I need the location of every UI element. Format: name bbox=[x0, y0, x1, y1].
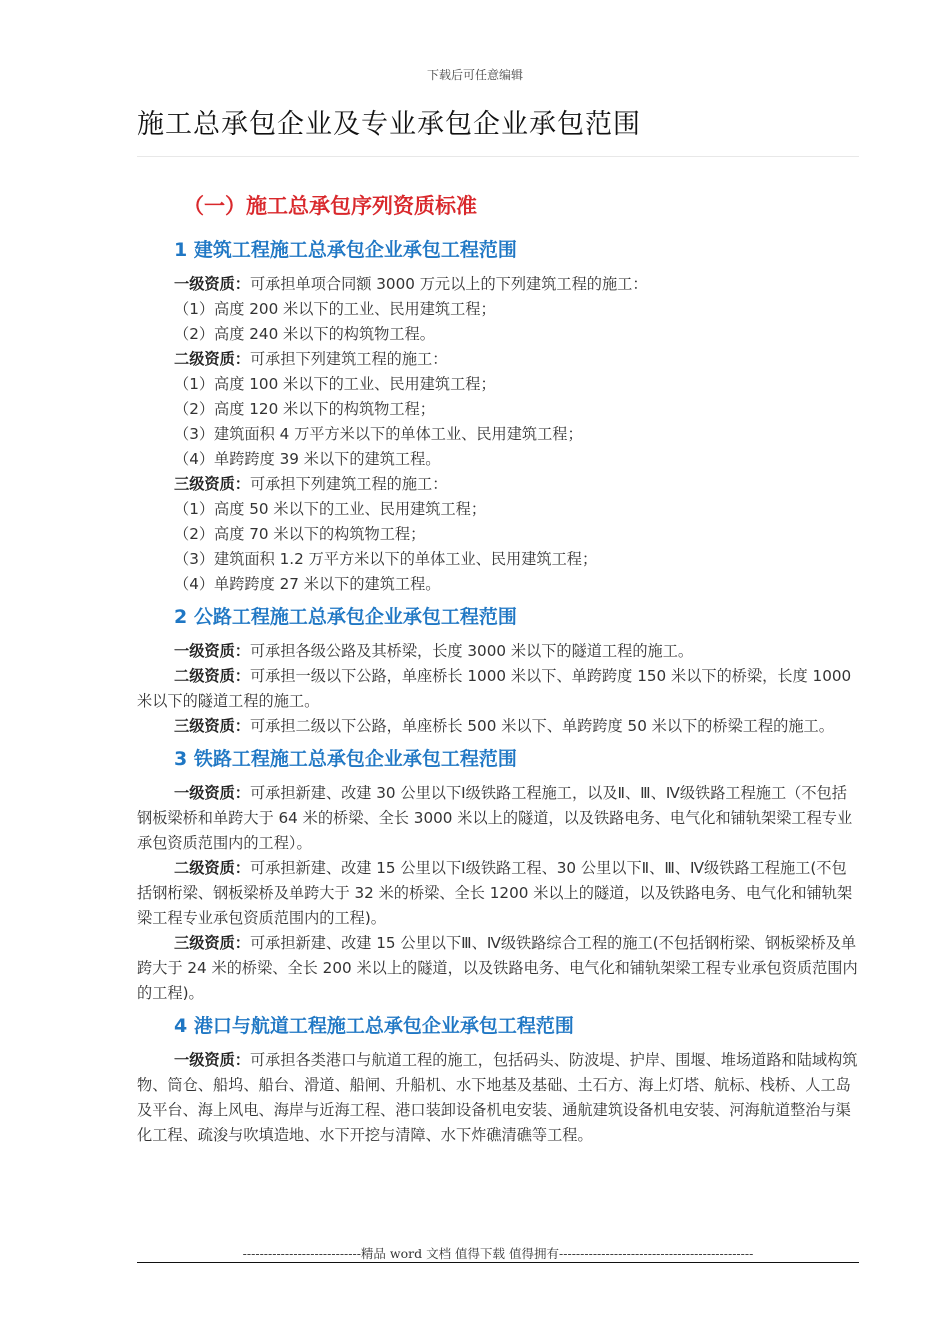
list-item: （1）高度 50 米以下的工业、民用建筑工程； bbox=[174, 500, 487, 518]
qualification-label: 一级资质： bbox=[174, 1051, 250, 1069]
qualification-label: 三级资质： bbox=[174, 475, 250, 493]
qualification-text: 可承担各级公路及其桥梁，长度 3000 米以下的隧道工程的施工。 bbox=[249, 642, 694, 660]
title-divider bbox=[137, 156, 859, 157]
qualification-text: 可承担各类港口与航道工程的施工，包括码头、防波堤、护岸、围堰、堆场道路和陆域构筑物、筒仓、船坞、船台、滑道、船闸、升船机、水下地基及基础、土石方、海上灯塔、航标、栈桥、人工岛及平台、海上风电、海岸与近海工程、港口装卸设备机电安装、通航建筑设备机电安装、河海航道整治与渠化工程、疏浚与吹填造地、水下开挖与清障、水下炸礁清礁等工程。 bbox=[137, 1051, 858, 1144]
section-2 bbox=[137, 603, 859, 739]
section-heading: 2 公路工程施工总承包企业承包工程范围 bbox=[174, 606, 517, 628]
list-item: （2）高度 120 米以下的构筑物工程； bbox=[174, 400, 435, 418]
section-heading: 3 铁路工程施工总承包企业承包工程范围 bbox=[174, 748, 517, 770]
qualification-text: 可承担下列建筑工程的施工： bbox=[249, 350, 448, 368]
list-item: （3）建筑面积 4 万平方米以下的单体工业、民用建筑工程； bbox=[174, 425, 583, 443]
qualification-paragraph bbox=[137, 272, 859, 297]
page-footer: ----------------------------精品 word 文档 值得下载 值得拥有---------------------------------------------- bbox=[242, 1246, 754, 1261]
qualification-paragraph bbox=[137, 781, 859, 856]
qualification-text: 可承担新建、改建 15 公里以下Ⅲ、Ⅳ级铁路综合工程的施工(不包括钢桁梁、钢板梁桥及单跨大于 24 米的桥梁、全长 200 米以上的隧道，以及铁路电务、电气化和铺轨架梁工程专业承包资质范围内的工程)。 bbox=[137, 934, 858, 1002]
footer-divider bbox=[137, 1262, 859, 1263]
qualification-paragraph bbox=[137, 472, 859, 497]
qualification-text: 可承担一级以下公路，单座桥长 1000 米以下、单跨跨度 150 米以下的桥梁，长度 1000 米以下的隧道工程的施工。 bbox=[137, 667, 852, 710]
qualification-paragraph bbox=[137, 639, 859, 664]
document-body bbox=[137, 190, 859, 1154]
qualification-label: 一级资质： bbox=[174, 275, 250, 293]
section-3 bbox=[137, 745, 859, 1006]
qualification-label: 二级资质： bbox=[174, 859, 250, 877]
qualification-text: 可承担新建、改建 15 公里以下Ⅰ级铁路工程、30 公里以下Ⅱ、Ⅲ、Ⅳ级铁路工程施工(不包括钢桁梁、钢板梁桥及单跨大于 32 米的桥梁、全长 1200 米以上的隧道，以及铁路电务、电气化和铺轨架梁工程专业承包资质范围内的工程)。 bbox=[137, 859, 853, 927]
qualification-paragraph bbox=[137, 664, 859, 714]
list-item: （4）单跨跨度 39 米以下的建筑工程。 bbox=[174, 450, 441, 468]
list-item: （1）高度 100 米以下的工业、民用建筑工程； bbox=[174, 375, 496, 393]
qualification-text: 可承担单项合同额 3000 万元以上的下列建筑工程的施工： bbox=[249, 275, 648, 293]
section-1 bbox=[137, 236, 859, 597]
qualification-label: 一级资质： bbox=[174, 642, 250, 660]
qualification-paragraph bbox=[137, 714, 859, 739]
list-item: （1）高度 200 米以下的工业、民用建筑工程； bbox=[174, 300, 496, 318]
qualification-paragraph bbox=[137, 856, 859, 931]
list-item: （2）高度 240 米以下的构筑物工程。 bbox=[174, 325, 435, 343]
list-item: （2）高度 70 米以下的构筑物工程； bbox=[174, 525, 426, 543]
list-item: （3）建筑面积 1.2 万平方米以下的单体工业、民用建筑工程； bbox=[174, 550, 598, 568]
qualification-label: 一级资质： bbox=[174, 784, 250, 802]
qualification-label: 二级资质： bbox=[174, 667, 250, 685]
part-heading: （一）施工总承包序列资质标准 bbox=[183, 194, 477, 218]
qualification-paragraph bbox=[137, 931, 859, 1006]
qualification-text: 可承担二级以下公路，单座桥长 500 米以下、单跨跨度 50 米以下的桥梁工程的施工。 bbox=[249, 717, 834, 735]
section-heading: 1 建筑工程施工总承包企业承包工程范围 bbox=[174, 239, 517, 261]
section-heading: 4 港口与航道工程施工总承包企业承包工程范围 bbox=[174, 1015, 574, 1037]
qualification-text: 可承担下列建筑工程的施工： bbox=[249, 475, 448, 493]
qualification-text: 可承担新建、改建 30 公里以下Ⅰ级铁路工程施工，以及Ⅱ、Ⅲ、Ⅳ级铁路工程施工（不包括钢板梁桥和单跨大于 64 米的桥梁、全长 3000 米以上的隧道，以及铁路电务、电气化和铺轨架梁工程专业承包资质范围内的工程）。 bbox=[137, 784, 853, 852]
document-title: 施工总承包企业及专业承包企业承包范围 bbox=[137, 109, 641, 140]
page-header: 下载后可任意编辑 bbox=[426, 68, 523, 82]
qualification-label: 二级资质： bbox=[174, 350, 250, 368]
list-item: （4）单跨跨度 27 米以下的建筑工程。 bbox=[174, 575, 441, 593]
section-4 bbox=[137, 1012, 859, 1148]
sections-container bbox=[137, 236, 859, 1148]
qualification-label: 三级资质： bbox=[174, 717, 250, 735]
qualification-label: 三级资质： bbox=[174, 934, 250, 952]
qualification-paragraph bbox=[137, 347, 859, 372]
qualification-paragraph bbox=[137, 1048, 859, 1148]
